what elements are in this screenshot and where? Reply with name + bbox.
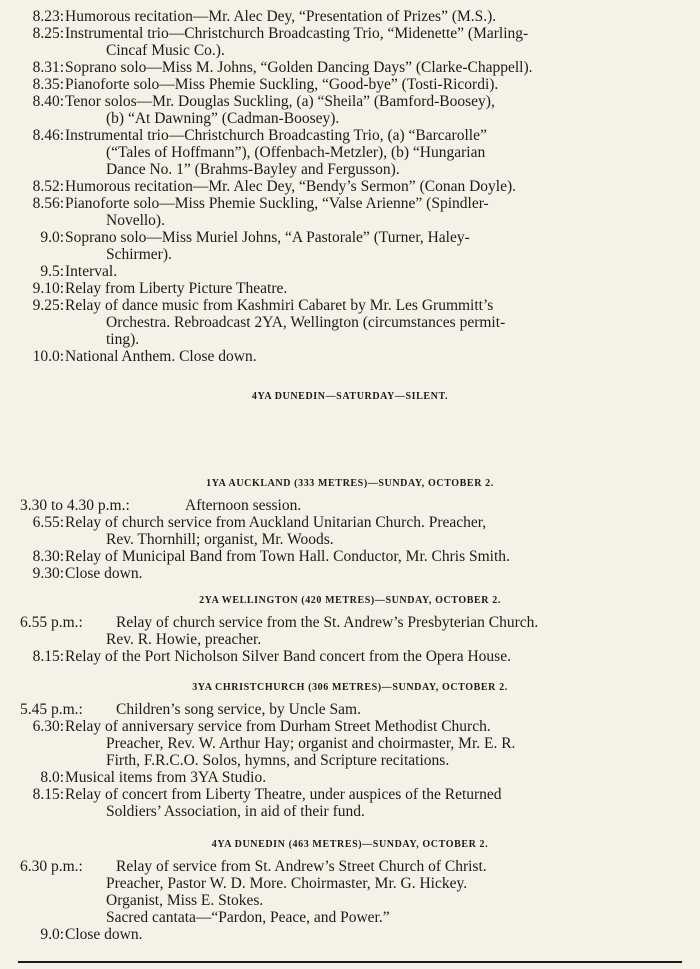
programme-text: Relay of concert from Liberty Theatre, under auspices of the Returned [65,786,502,803]
section-4ya-saturday [0,387,700,407]
time-label: 8.23: [32,8,64,25]
section-3ya-sunday [0,678,700,820]
programme-text: Schirmer). [106,246,172,263]
programme-text: Interval. [65,263,118,280]
programme-text: Relay of service from St. Andrew’s Street Church of Christ. [116,858,487,875]
programme-text: Tenor solos—Mr. Douglas Suckling, (a) “Sheila” (Bamford-Boosey), [65,93,495,110]
programme-text: Novello). [106,212,165,229]
time-label: 8.25: [32,25,64,42]
programme-line [0,348,700,365]
programme-line [0,631,700,648]
programme-text: Preacher, Pastor W. D. More. Choirmaster, Mr. G. Hickey. [106,875,468,892]
programme-line [0,246,700,263]
programme-line [0,497,700,514]
programme-line [0,25,700,42]
time-label: 3.30 to 4.30 p.m.: [20,497,130,514]
section-heading: 4YA DUNEDIN—SATURDAY—SILENT. [251,391,449,402]
programme-text: Soprano solo—Miss Muriel Johns, “A Pastorale” (Turner, Haley- [65,229,470,246]
programme-text: Orchestra. Rebroadcast 2YA, Wellington (circumstances permit- [106,314,506,331]
programme-text: (b) “At Dawning” (Cadman-Boosey). [106,110,340,127]
time-label: 8.15: [32,786,64,803]
programme-line [0,803,700,820]
programme-text: Firth, F.R.C.O. Solos, hymns, and Scripture recitations. [106,752,450,769]
programme-text: Rev. R. Howie, preacher. [106,631,262,648]
programme-text: Organist, Miss E. Stokes. [106,892,264,909]
programme-text: Relay of Municipal Band from Town Hall. Conductor, Mr. Chris Smith. [65,548,510,565]
time-label: 6.55 p.m.: [20,614,83,631]
time-label: 9.30: [32,565,64,582]
saturday-3ya-programme [0,8,700,365]
programme-text: Relay of church service from Auckland Unitarian Church. Preacher, [65,514,487,531]
programme-line [0,514,700,531]
section-heading: 3YA CHRISTCHURCH (306 METRES)—SUNDAY, OCTOBER 2. [192,682,508,693]
time-label: 8.52: [32,178,64,195]
programme-line [0,875,700,892]
programme-line [0,531,700,548]
section-4ya-sunday [0,835,700,943]
programme-text: Humorous recitation—Mr. Alec Dey, “Bendy’s Sermon” (Conan Doyle). [65,178,516,195]
programme-line [0,127,700,144]
programme-line [0,280,700,297]
programme-text: Musical items from 3YA Studio. [65,769,267,786]
programme-line [0,195,700,212]
programme-line [0,614,700,631]
programme-line [0,212,700,229]
programme-line [0,178,700,195]
programme-line [0,718,700,735]
programme-line [0,93,700,110]
programme-line [0,76,700,93]
programme-line [0,752,700,769]
time-label: 9.5: [40,263,64,280]
programme-text: Soldiers’ Association, in aid of their fund. [106,803,365,820]
programme-line [0,892,700,909]
programme-line [0,42,700,59]
programme-text: National Anthem. Close down. [65,348,257,365]
section-heading: 1YA AUCKLAND (333 METRES)—SUNDAY, OCTOBER 2. [206,478,494,489]
programme-line [0,701,700,718]
programme-line [0,565,700,582]
programme-line [0,229,700,246]
time-label: 8.30: [32,548,64,565]
programme-text: (“Tales of Hoffmann”), (Offenbach-Metzler), (b) “Hungarian [106,144,486,161]
programme-line [0,297,700,314]
time-label: 8.40: [32,93,64,110]
time-label: 6.55: [32,514,64,531]
programme-text: Soprano solo—Miss M. Johns, “Golden Dancing Days” (Clarke-Chappell). [65,59,533,76]
time-label: 6.30 p.m.: [20,858,83,875]
section-heading: 2YA WELLINGTON (420 METRES)—SUNDAY, OCTOBER 2. [199,595,501,606]
time-label: 9.0: [40,229,64,246]
section-2ya-sunday [0,591,700,665]
programme-text: Rev. Thornhill; organist, Mr. Woods. [106,531,334,548]
programme-text: Afternoon session. [185,497,302,514]
programme-text: ting). [106,331,140,348]
programme-line [0,8,700,25]
programme-line [0,926,700,943]
programme-text: Humorous recitation—Mr. Alec Dey, “Presentation of Prizes” (M.S.). [65,8,497,25]
programme-line [0,909,700,926]
programme-line [0,331,700,348]
programme-text: Dance No. 1” (Brahms-Bayley and Fergusson). [106,161,400,178]
time-label: 9.10: [32,280,64,297]
bottom-rule [18,961,682,963]
programme-line [0,769,700,786]
programme-text: Relay of anniversary service from Durham Street Methodist Church. [65,718,491,735]
programme-line [0,648,700,665]
programme-text: Close down. [65,565,143,582]
programme-line [0,786,700,803]
time-label: 8.35: [32,76,64,93]
time-label: 8.31: [32,59,64,76]
time-label: 9.0: [40,926,64,943]
programme-line [0,59,700,76]
programme-line [0,263,700,280]
programme-text: Relay of the Port Nicholson Silver Band concert from the Opera House. [65,648,511,665]
programme-line [0,548,700,565]
programme-text: Cincaf Music Co.). [106,42,225,59]
programme-text: Close down. [65,926,143,943]
programme-line [0,161,700,178]
programme-line [0,314,700,331]
programme-text: Pianoforte solo—Miss Phemie Suckling, “Good-bye” (Tosti-Ricordi). [65,76,499,93]
programme-text: Relay from Liberty Picture Theatre. [65,280,288,297]
section-heading: 4YA DUNEDIN (463 METRES)—SUNDAY, OCTOBER 2. [211,839,489,850]
programme-text: Relay of dance music from Kashmiri Cabaret by Mr. Les Grummitt’s [65,297,494,314]
programme-text: Instrumental trio—Christchurch Broadcasting Trio, “Midenette” (Marling- [65,25,529,42]
programme-text: Sacred cantata—“Pardon, Peace, and Power.” [106,909,390,926]
time-label: 8.0: [40,769,64,786]
time-label: 5.45 p.m.: [20,701,83,718]
section-1ya-sunday [0,474,700,582]
time-label: 10.0: [32,348,64,365]
programme-line [0,858,700,875]
time-label: 8.56: [32,195,64,212]
time-label: 8.46: [32,127,64,144]
time-label: 6.30: [32,718,64,735]
programme-text: Relay of church service from the St. Andrew’s Presbyterian Church. [116,614,539,631]
programme-text: Children’s song service, by Uncle Sam. [116,701,361,718]
programme-text: Preacher, Rev. W. Arthur Hay; organist and choirmaster, Mr. E. R. [106,735,516,752]
programme-line [0,144,700,161]
time-label: 8.15: [32,648,64,665]
programme-text: Pianoforte solo—Miss Phemie Suckling, “Valse Arienne” (Spindler- [65,195,489,212]
programme-text: Instrumental trio—Christchurch Broadcasting Trio, (a) “Barcarolle” [65,127,487,144]
time-label: 9.25: [32,297,64,314]
programme-line [0,110,700,127]
programme-line [0,735,700,752]
